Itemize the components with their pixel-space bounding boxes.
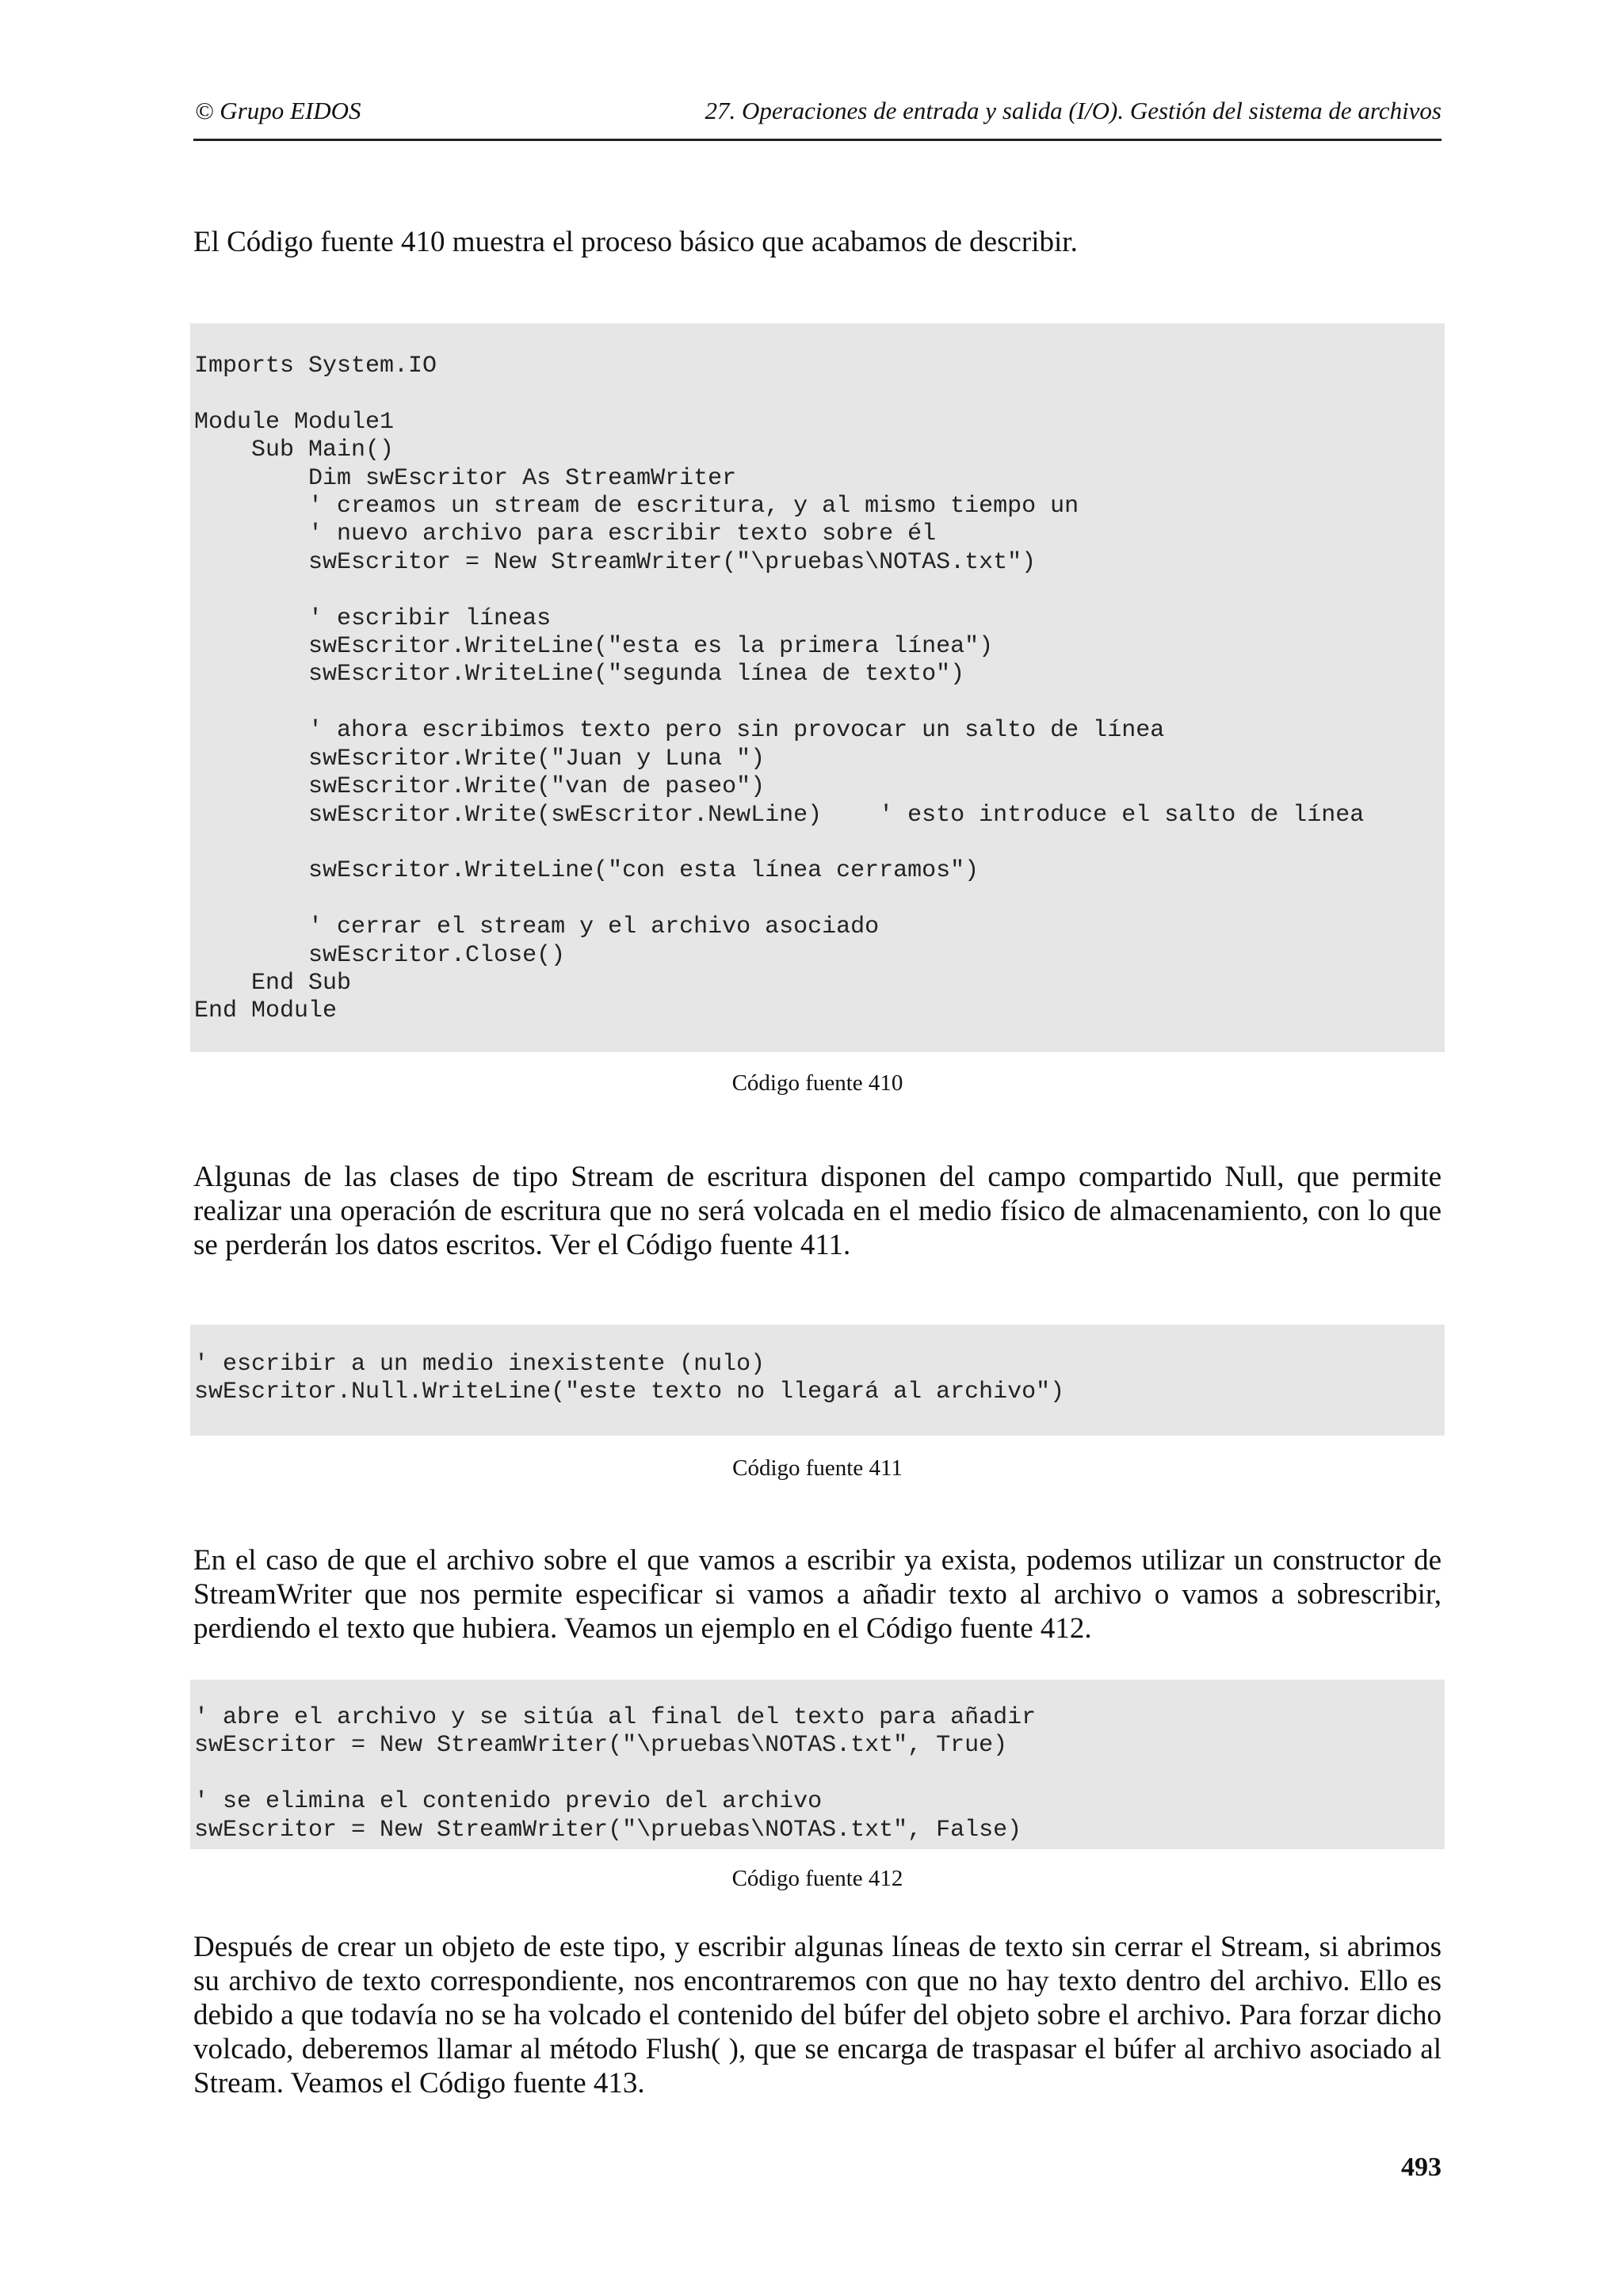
paragraph-null-field: Algunas de las clases de tipo Stream de escritura disponen del campo compartido Null, que permite realizar una operación de escritura que no será volcada en el medio físico de almacenamiento, con lo que se perderán los datos escritos. Ver el Código fuente 411.: [193, 1161, 1442, 1261]
header-publisher: © Grupo EIDOS: [195, 97, 361, 124]
caption-411: Código fuente 411: [732, 1455, 903, 1481]
running-header: [193, 93, 1442, 141]
code-block-410: Imports System.IO Module Module1 Sub Main() Dim swEscritor As StreamWriter ' creamos un stream de escritura, y al mismo tiempo un ' nuevo archivo para escribir texto sobre él swEscritor = New StreamWriter("\pruebas\NOTAS.txt") ' escribir líneas swEscritor.WriteLine("esta es la primera línea") swEscritor.WriteLine("segunda línea de texto") ' ahora escribimos texto pero sin provocar un salto de línea swEscritor.Write("Juan y Luna ") swEscritor.Write("van de paseo") swEscritor.Write(swEscritor.NewLine) ' esto introduce el salto de línea swEscritor.WriteLine("con esta línea cerramos") ' cerrar el stream y el archivo asociado swEscritor.Close() End Sub End Module: [190, 323, 1445, 1052]
header-chapter-title: 27. Operaciones de entrada y salida (I/O). Gestión del sistema de archivos: [705, 97, 1442, 124]
caption-412: Código fuente 412: [731, 1866, 903, 1891]
code-block-412: ' abre el archivo y se sitúa al final del texto para añadir swEscritor = New StreamWriter("\pruebas\NOTAS.txt", True) ' se elimina el contenido previo del archivo swEscritor = New StreamWriter("\pruebas\NOTAS.txt", False): [190, 1680, 1445, 1849]
page-number: 493: [1401, 2153, 1442, 2182]
caption-410: Código fuente 410: [731, 1070, 903, 1096]
paragraph-constructor: En el caso de que el archivo sobre el que vamos a escribir ya exista, podemos utilizar un constructor de StreamWriter que nos permite especificar si vamos a añadir texto al archivo o vamos a sobrescribir, perdiendo el texto que hubiera. Veamos un ejemplo en el Código fuente 412.: [193, 1544, 1442, 1645]
paragraph-intro: El Código fuente 410 muestra el proceso básico que acabamos de describir.: [193, 226, 1078, 258]
code-block-411: ' escribir a un medio inexistente (nulo) swEscritor.Null.WriteLine("este texto no llegará al archivo"): [190, 1325, 1445, 1436]
paragraph-flush: Después de crear un objeto de este tipo, y escribir algunas líneas de texto sin cerrar el Stream, si abrimos su archivo de texto correspondiente, nos encontraremos con que no hay texto dentro del archivo. Ello es debido a que todavía no se ha volcado el contenido del búfer del objeto sobre el archivo. Para forzar dicho volcado, deberemos llamar al método Flush( ), que se encarga de traspasar el búfer al archivo asociado al Stream. Veamos el Código fuente 413.: [193, 1931, 1442, 2100]
